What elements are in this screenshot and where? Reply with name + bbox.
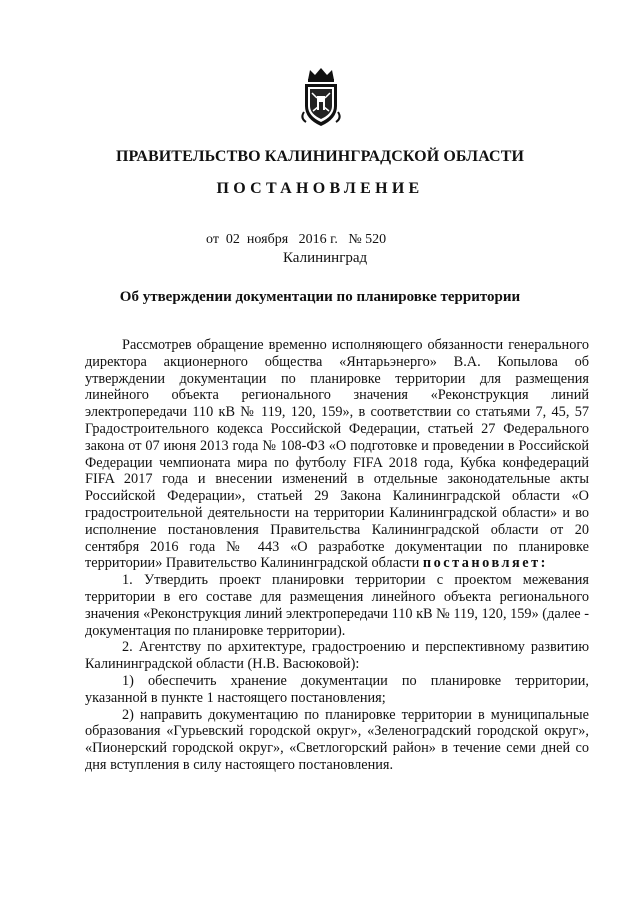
organization-title: ПРАВИТЕЛЬСТВО КАЛИНИНГРАДСКОЙ ОБЛАСТИ [115, 148, 525, 165]
list-item: 2) направить документацию по планировке территории в муниципальные образования «Гурьевский городской округ», «Зеленоградский городской округ», «Пионерский городской округ», «Светлогорский район» в течение семи дней со дня вступления в силу настоящего постановления. [85, 706, 589, 773]
document-subject: Об утверждении документации по планировке территории [119, 289, 521, 305]
document-body [85, 337, 589, 774]
city-name: Калининград [283, 250, 368, 266]
kaliningrad-coat-of-arms-icon [296, 66, 346, 128]
preamble-text: Рассмотрев обращение временно исполняющего обязанности генерального директора акционерного общества «Янтарьэнерго» В.А. Копылова об утверждении документации по планировке территории для размещения линейного объекта регионального значения «Реконструкция линий электропередачи 110 кВ № 119, 120, 159», в соответствии со статьями 7, 45, 57 Градостроительного кодекса Российской Федерации, статьей 27 Федерального закона от 07 июня 2013 года № 108-ФЗ «О подготовке и проведении в Российской Федерации чемпионата мира по футболу FIFA 2018 года, Кубка конфедераций FIFA 2017 года и внесении изменений в отдельные законодательные акты Российской Федерации», статьей 29 Закона Калининградской области «О градостроительной деятельности на территории Калининградской области» и во исполнение постановления Правительства Калининградской области от 20 сентября 2016 года № 443 «О разработке документации по планировке территории» Правительство Калининградской области [85, 337, 589, 572]
preamble-paragraph [85, 337, 589, 572]
list-item: 2. Агентству по архитектуре, градостроению и перспективному развитию Калининградской области (Н.В. Васюковой): [85, 639, 589, 673]
document-type: ПОСТАНОВЛЕНИЕ [216, 180, 424, 197]
date-and-number: от 02 ноября 2016 г. № 520 [206, 232, 387, 247]
list-item: 1) обеспечить хранение документации по планировке территории, указанной в пункте 1 настоящего постановления; [85, 672, 589, 706]
resolves-keyword: постановляет: [422, 555, 548, 572]
list-item: 1. Утвердить проект планировки территории с проектом межевания территории в его составе для размещения линейного объекта регионального значения «Реконструкция линий электропередачи 110 кВ № 119, 120, 159» (далее - документация по планировке территории). [85, 572, 589, 639]
